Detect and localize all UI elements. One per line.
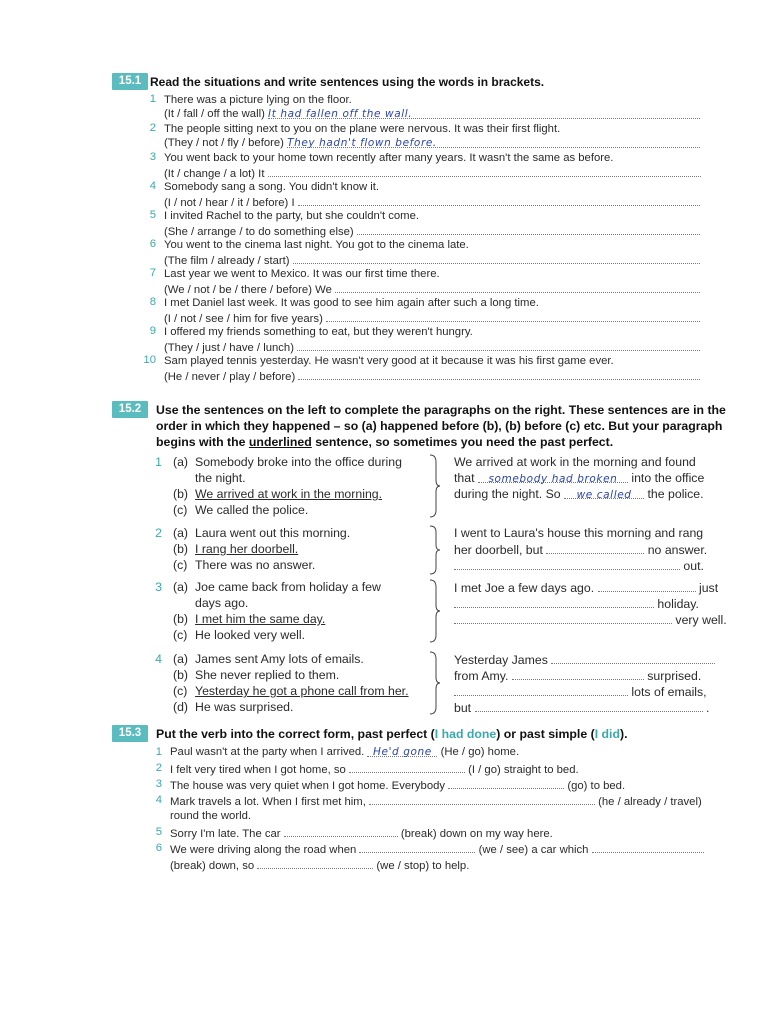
item-number: 1 — [155, 746, 162, 758]
item-number: 4 — [149, 180, 156, 192]
question-number: 3 — [155, 580, 162, 594]
item-text: (He / go) home. — [440, 746, 520, 758]
brace-icon — [427, 651, 441, 715]
sentence-label: (a) — [173, 455, 189, 469]
paragraph-line — [454, 542, 707, 557]
answer-blank[interactable] — [297, 339, 700, 351]
prompt-line — [164, 136, 700, 151]
answer-blank[interactable] — [257, 857, 373, 869]
item-text: I felt very tired when I got home, so — [170, 764, 346, 776]
item-number: 1 — [149, 93, 156, 105]
paragraph-text: I met Joe a few days ago. — [454, 581, 595, 595]
sentence-c-underlined: Yesterday he got a phone call from her. — [195, 684, 409, 698]
answer-blank[interactable] — [284, 825, 398, 837]
heading-text: begins with the — [156, 435, 249, 449]
item-text: The house was very quiet when I got home. Everybody — [170, 780, 446, 792]
paragraph-line — [454, 652, 715, 667]
sentence-label: (a) — [173, 526, 189, 540]
paragraph-line — [454, 558, 704, 573]
paragraph-text: into the office — [631, 471, 705, 485]
item-number: 2 — [149, 122, 156, 134]
handwritten-answer: we called — [576, 489, 632, 501]
prompt-line — [164, 368, 700, 385]
paragraph-text: no answer. — [647, 543, 708, 557]
item-number: 6 — [149, 238, 156, 250]
answer-blank[interactable] — [512, 668, 644, 680]
item-line — [170, 761, 579, 778]
item-number: 2 — [155, 762, 162, 774]
sentence-a: Somebody broke into the office during — [195, 455, 402, 469]
item-text: Paul wasn't at the party when I arrived. — [170, 746, 365, 758]
answer-blank[interactable] — [369, 793, 595, 805]
answer-blank[interactable] — [475, 700, 703, 712]
paragraph-text: . — [705, 701, 710, 715]
paragraph-text: her doorbell, but — [454, 543, 543, 557]
item-line — [170, 793, 702, 810]
item-number: 5 — [149, 209, 156, 221]
prompt-text: (I / not / see / him for five years) — [164, 313, 323, 325]
item-number: 9 — [149, 325, 156, 337]
sentence-label: (a) — [173, 580, 189, 594]
heading-example: I did — [594, 727, 620, 741]
sentence-c: We called the police. — [195, 503, 309, 517]
prompt-text: (It / fall / off the wall) — [164, 108, 265, 120]
paragraph-text: that — [454, 471, 475, 485]
exercise-heading-15-2-line3 — [156, 435, 613, 449]
answer-blank[interactable] — [293, 252, 700, 264]
situation-text: I invited Rachel to the party, but she couldn't come. — [164, 210, 420, 222]
exercise-heading-15-3 — [156, 727, 627, 741]
item-number: 4 — [155, 794, 162, 806]
item-line — [170, 745, 519, 760]
paragraph-text: from Amy. — [454, 669, 509, 683]
answer-blank[interactable] — [454, 612, 672, 624]
exercise-heading-15-2-line1: Use the sentences on the left to complete the paragraphs on the right. These sentences are in the — [156, 403, 726, 417]
item-number: 10 — [143, 354, 156, 366]
answer-blank[interactable] — [298, 368, 700, 380]
heading-text: Put the verb into the correct form, past perfect ( — [156, 727, 435, 741]
answer-blank[interactable] — [454, 684, 628, 696]
heading-text: ). — [619, 727, 628, 741]
item-text: We were driving along the road when — [170, 844, 357, 856]
prompt-line — [164, 107, 700, 122]
prompt-text: (He / never / play / before) — [164, 371, 296, 383]
heading-text: sentence, so sometimes you need the past perfect. — [311, 435, 614, 449]
heading-underlined-word: underlined — [248, 435, 312, 449]
paragraph-text: during the night. So — [454, 487, 561, 501]
sentence-label: (b) — [173, 668, 189, 682]
situation-text: There was a picture lying on the floor. — [164, 94, 352, 106]
handwritten-answer: somebody had broken — [488, 473, 618, 485]
question-number: 4 — [155, 652, 162, 666]
paragraph-line — [454, 684, 707, 699]
item-line — [170, 777, 625, 794]
sentence-d: He was surprised. — [195, 700, 294, 714]
sentence-a-cont: the night. — [195, 471, 246, 485]
item-number: 6 — [155, 842, 162, 854]
paragraph-text: Yesterday James — [454, 653, 548, 667]
answer-blank[interactable] — [592, 841, 704, 853]
sentence-label: (c) — [173, 628, 188, 642]
item-line — [170, 841, 704, 858]
brace-icon — [427, 579, 441, 643]
item-line-cont — [170, 857, 469, 874]
prompt-text: (The film / already / start) — [164, 255, 290, 267]
sentence-a-cont: days ago. — [195, 596, 249, 610]
item-text: (break) down, so — [170, 860, 255, 872]
answer-blank[interactable] — [357, 223, 700, 235]
answer-blank[interactable] — [551, 652, 715, 664]
answer-blank[interactable] — [359, 841, 475, 853]
answer-blank[interactable] — [454, 558, 680, 570]
brace-icon — [427, 525, 441, 575]
situation-text: You went to the cinema last night. You got to the cinema late. — [164, 239, 469, 251]
item-line-cont: round the world. — [170, 810, 252, 822]
answer-blank[interactable] — [367, 745, 437, 757]
prompt-text: (It / change / a lot) It — [164, 168, 265, 180]
item-number: 5 — [155, 826, 162, 838]
paragraph-text: holiday. — [657, 597, 699, 611]
situation-text: Last year we went to Mexico. It was our first time there. — [164, 268, 440, 280]
paragraph-line — [454, 596, 699, 611]
sentence-b: She never replied to them. — [195, 668, 340, 682]
item-text: Mark travels a lot. When I first met him, — [170, 796, 366, 808]
sentence-c: There was no answer. — [195, 558, 316, 572]
item-line — [170, 825, 553, 842]
answer-blank[interactable] — [298, 194, 700, 206]
sentence-label: (c) — [173, 503, 188, 517]
paragraph-text: just — [698, 581, 719, 595]
sentence-a: Joe came back from holiday a few — [195, 580, 381, 594]
paragraph-text: out. — [683, 559, 704, 573]
paragraph-text: lots of emails, — [631, 685, 707, 699]
answer-blank[interactable] — [564, 487, 644, 499]
handwritten-answer: It had fallen off the wall. — [268, 108, 413, 120]
paragraph-line — [454, 668, 701, 683]
sentence-b-underlined: I rang her doorbell. — [195, 542, 299, 556]
prompt-text: (She / arrange / to do something else) — [164, 226, 354, 238]
prompt-text: (They / not / fly / before) — [164, 137, 284, 149]
answer-blank[interactable] — [326, 310, 700, 322]
exercise-heading-15-1: Read the situations and write sentences using the words in brackets. — [150, 75, 545, 89]
sentence-label: (b) — [173, 487, 189, 501]
sentence-label: (b) — [173, 612, 189, 626]
exercise-heading-15-2-line2: order in which they happened – so (a) happened before (b), (b) before (c) etc. But your paragraph — [156, 419, 723, 433]
situation-text: You went back to your home town recently after many years. It wasn't the same as before. — [164, 152, 614, 164]
exercise-badge-15-2: 15.2 — [112, 401, 148, 418]
paragraph-text: the police. — [647, 487, 704, 501]
brace-icon — [427, 454, 441, 518]
paragraph-line — [454, 612, 727, 627]
answer-blank[interactable] — [287, 136, 700, 148]
paragraph-text: surprised. — [647, 669, 702, 683]
situation-text: I offered my friends something to eat, but they weren't hungry. — [164, 326, 473, 338]
sentence-b-underlined: I met him the same day. — [195, 612, 326, 626]
item-text: (break) down on my way here. — [400, 828, 553, 840]
item-number: 3 — [149, 151, 156, 163]
item-number: 3 — [155, 778, 162, 790]
situation-text: The people sitting next to you on the plane were nervous. It was their first flight. — [164, 123, 561, 135]
answer-blank[interactable] — [478, 471, 628, 483]
sentence-a: Laura went out this morning. — [195, 526, 351, 540]
item-number: 7 — [149, 267, 156, 279]
paragraph-text: very well. — [675, 613, 727, 627]
heading-text: ) or past simple ( — [496, 727, 595, 741]
question-number: 2 — [155, 526, 162, 540]
paragraph-line: We arrived at work in the morning and found — [454, 455, 696, 469]
sentence-label: (b) — [173, 542, 189, 556]
item-text: Sorry I'm late. The car — [170, 828, 281, 840]
prompt-text: (We / not / be / there / before) We — [164, 284, 332, 296]
paragraph-line — [454, 471, 704, 485]
question-number: 1 — [155, 455, 162, 469]
paragraph-line: I went to Laura's house this morning and rang — [454, 526, 704, 540]
item-text: (we / see) a car which — [478, 844, 589, 856]
answer-blank[interactable] — [335, 281, 700, 293]
paragraph-line — [454, 580, 718, 595]
exercise-badge-15-3: 15.3 — [112, 725, 148, 742]
item-text: (we / stop) to help. — [376, 860, 470, 872]
sentence-b-underlined: We arrived at work in the morning. — [195, 487, 383, 501]
sentence-label: (d) — [173, 700, 189, 714]
paragraph-line — [454, 700, 709, 715]
situation-text: Sam played tennis yesterday. He wasn't very good at it because it was his first game ever. — [164, 355, 614, 367]
exercise-badge-15-1: 15.1 — [112, 73, 148, 90]
situation-text: I met Daniel last week. It was good to see him again after such a long time. — [164, 297, 539, 309]
answer-blank[interactable] — [546, 542, 644, 554]
answer-blank[interactable] — [268, 165, 701, 177]
sentence-label: (c) — [173, 558, 188, 572]
paragraph-text: but — [454, 701, 472, 715]
handwritten-answer: They hadn't flown before. — [287, 137, 437, 149]
handwritten-answer: He'd gone — [373, 746, 432, 758]
answer-blank[interactable] — [448, 777, 564, 789]
item-text: (go) to bed. — [567, 780, 626, 792]
sentence-label: (a) — [173, 652, 189, 666]
sentence-c: He looked very well. — [195, 628, 306, 642]
sentence-a: James sent Amy lots of emails. — [195, 652, 364, 666]
item-text: (he / already / travel) — [598, 796, 702, 808]
prompt-text: (They / just / have / lunch) — [164, 342, 294, 354]
answer-blank[interactable] — [598, 580, 696, 592]
answer-blank[interactable] — [268, 107, 700, 119]
prompt-text: (I / not / hear / it / before) I — [164, 197, 295, 209]
paragraph-line — [454, 487, 704, 501]
heading-example: I had done — [434, 727, 497, 741]
situation-text: Somebody sang a song. You didn't know it. — [164, 181, 380, 193]
sentence-label: (c) — [173, 684, 188, 698]
answer-blank[interactable] — [454, 596, 654, 608]
item-number: 8 — [149, 296, 156, 308]
item-text: (I / go) straight to bed. — [468, 764, 579, 776]
answer-blank[interactable] — [349, 761, 465, 773]
